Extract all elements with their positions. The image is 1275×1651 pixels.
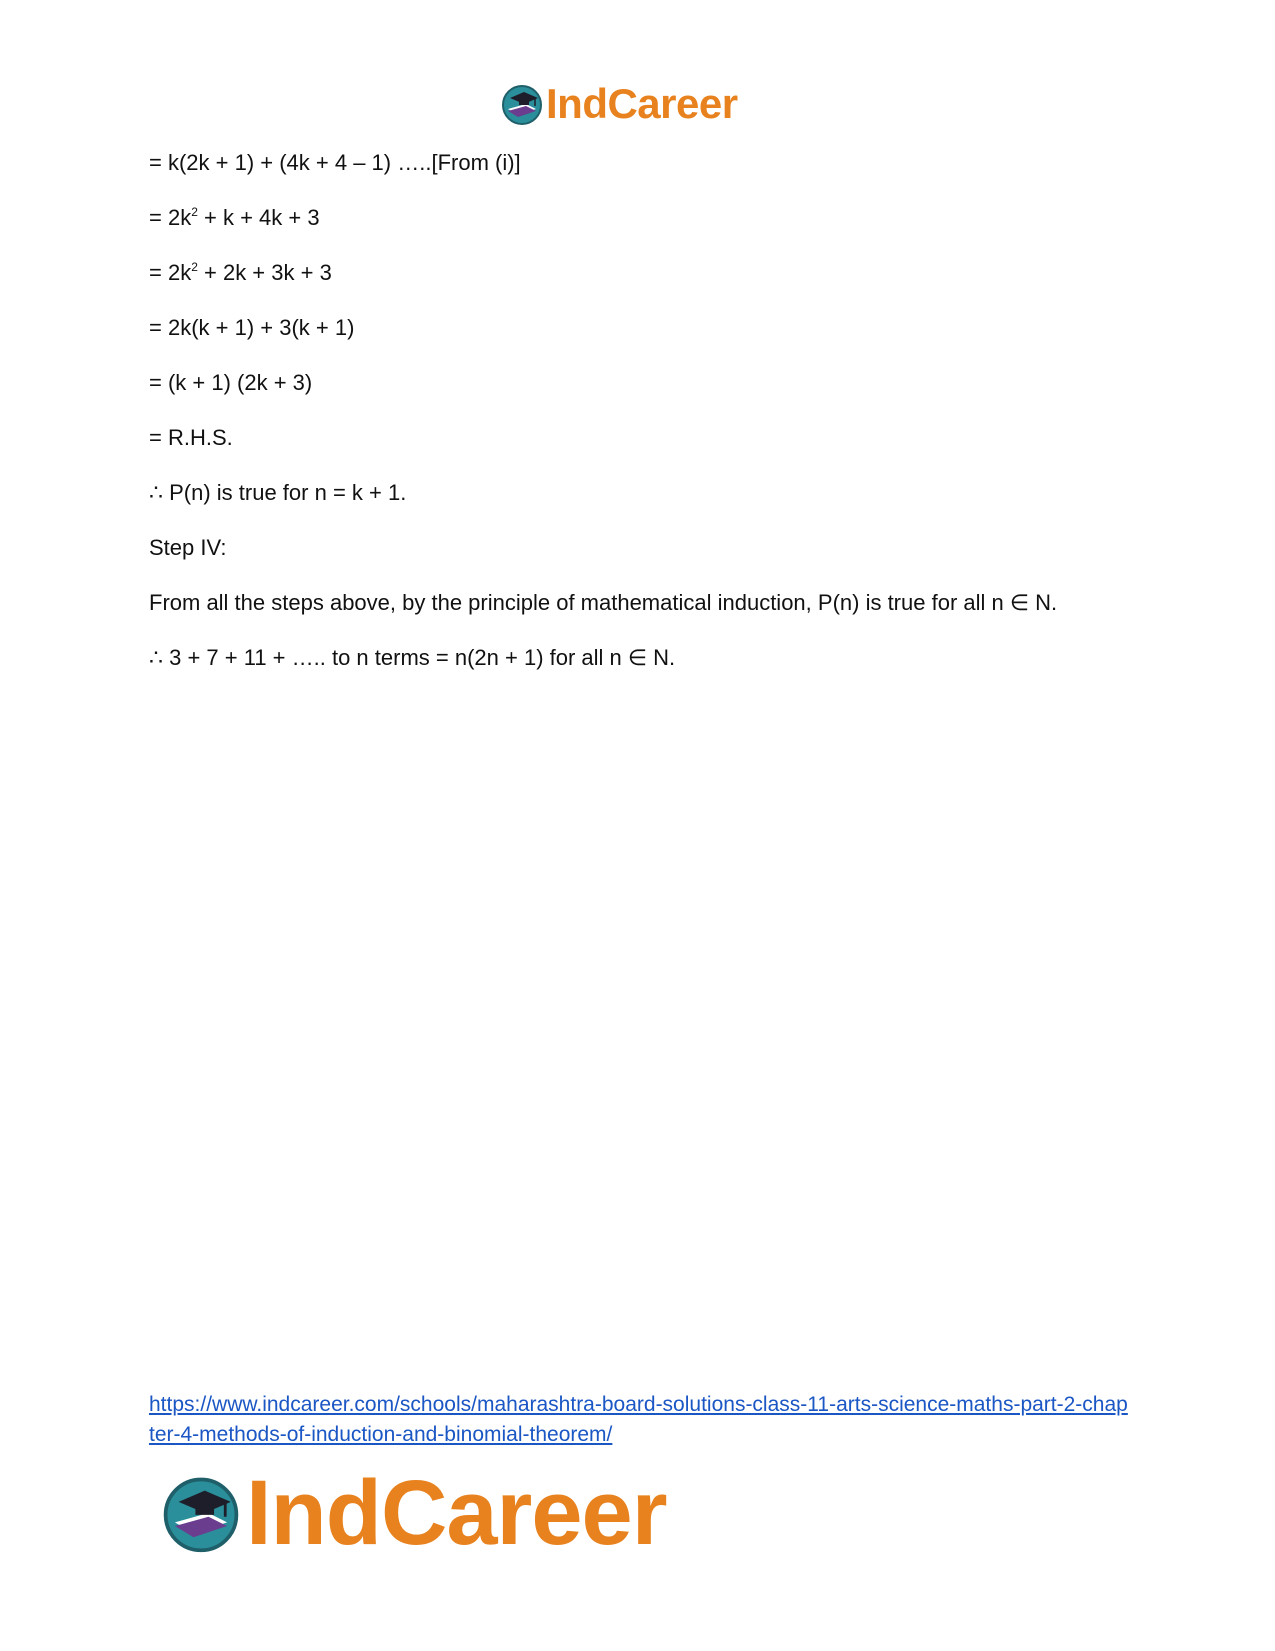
equation-line: = (k + 1) (2k + 3) <box>149 370 313 395</box>
document-body <box>149 148 1149 698</box>
step-heading: Step IV: <box>149 535 227 560</box>
equation-part: + 2k + 3k + 3 <box>197 260 332 285</box>
exponent: 2 <box>191 260 198 274</box>
equation-line <box>149 203 1149 233</box>
equation-part: + k + 4k + 3 <box>197 205 320 230</box>
equation-part: = 2k <box>149 260 192 285</box>
header-logo <box>500 80 738 128</box>
source-link[interactable]: https://www.indcareer.com/schools/maharashtra-board-solutions-class-11-arts-science-maths-part-2-chapter-4-methods-of-induction-and-binomial-theorem/ <box>149 1393 1128 1446</box>
equation-line: = k(2k + 1) + (4k + 4 – 1) …..[From (i)] <box>149 150 521 175</box>
equation-line: = R.H.S. <box>149 425 233 450</box>
logo-wordmark: IndCareer <box>546 80 738 127</box>
footer-logo <box>160 1462 667 1564</box>
graduation-cap-book-globe-icon <box>500 82 544 126</box>
exponent: 2 <box>191 205 198 219</box>
paragraph: From all the steps above, by the principle of mathematical induction, P(n) is true for all n ∈ N. <box>149 590 1058 615</box>
logo-wordmark: IndCareer <box>246 1462 667 1564</box>
equation-line: = 2k(k + 1) + 3(k + 1) <box>149 315 355 340</box>
conclusion-line: ∴ 3 + 7 + 11 + ….. to n terms = n(2n + 1) for all n ∈ N. <box>149 645 676 670</box>
conclusion-line: ∴ P(n) is true for n = k + 1. <box>149 480 407 505</box>
graduation-cap-book-globe-icon <box>160 1472 242 1554</box>
equation-part: = 2k <box>149 205 192 230</box>
equation-line <box>149 258 1149 288</box>
